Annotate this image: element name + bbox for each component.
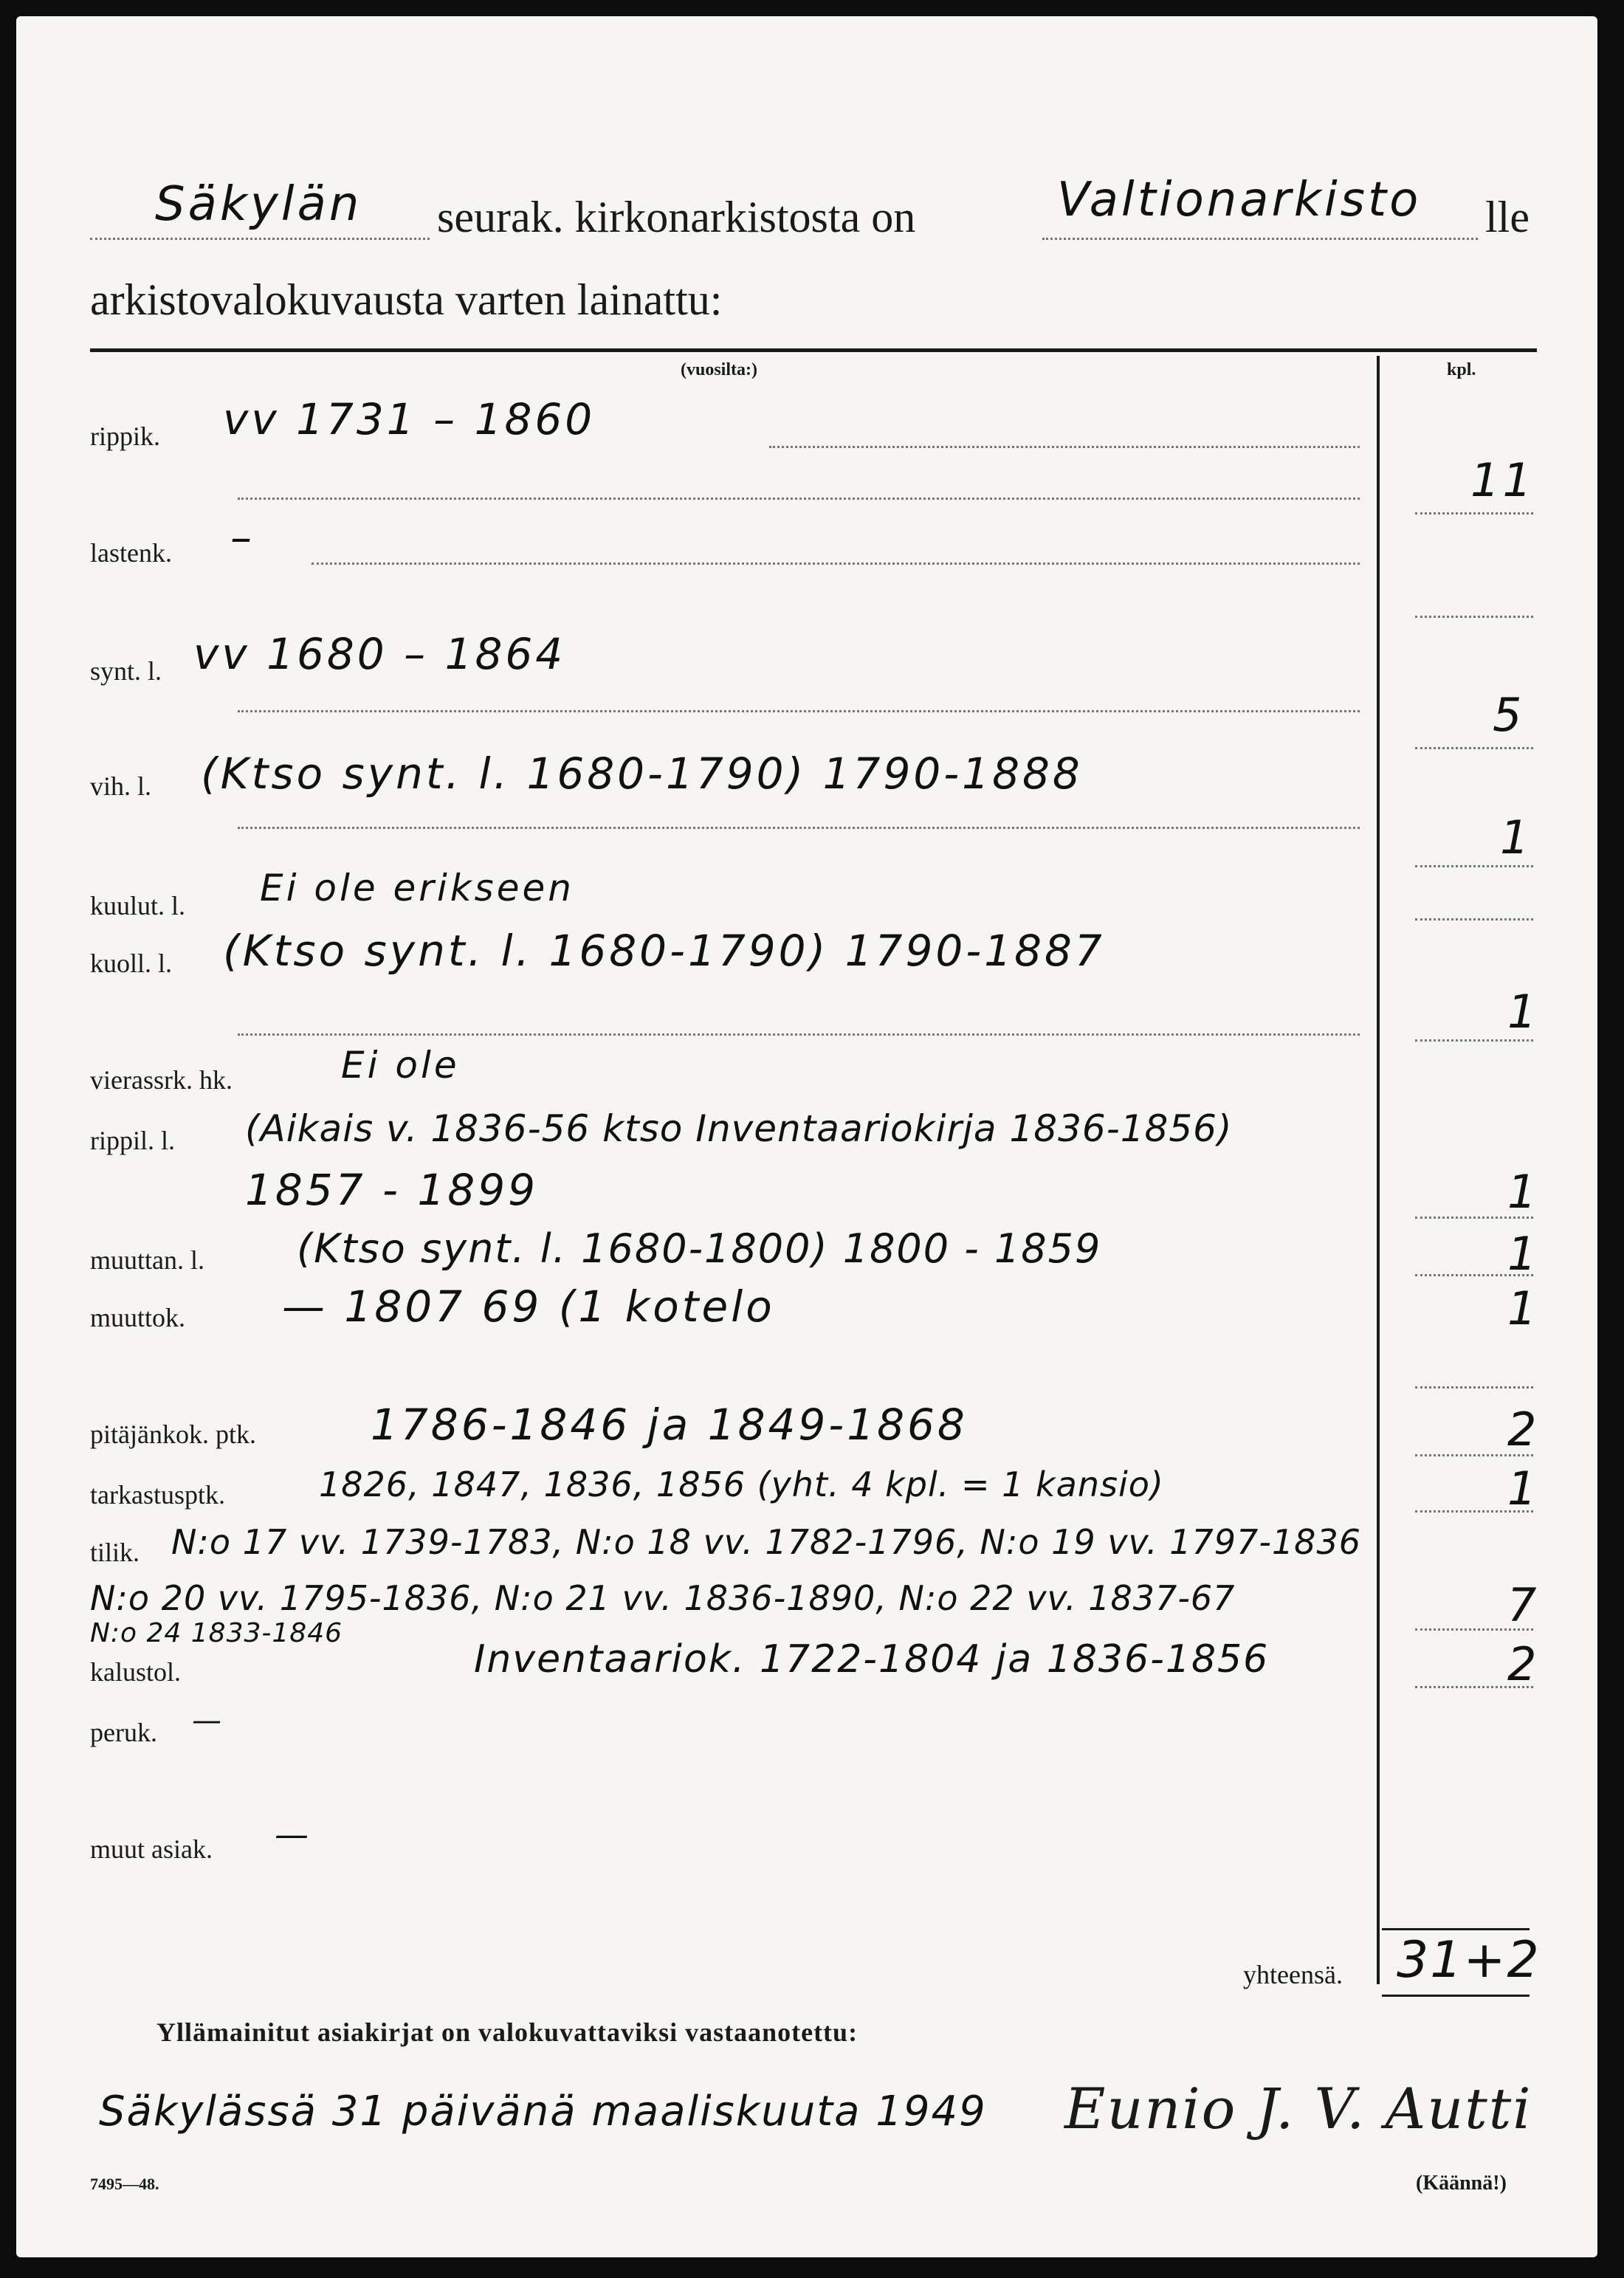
count-dots-rippil [1415, 1217, 1533, 1219]
years-column-header: (vuosilta:) [681, 360, 757, 379]
total-label: yhteensä. [1243, 1960, 1343, 1989]
header-text-1: seurak. kirkonarkistosta on [437, 193, 916, 241]
count-dots-vih [1415, 865, 1533, 867]
row-count-tarkastusptk: 1 [1507, 1462, 1540, 1515]
archive-name-handwritten: Valtionarkisto [1057, 173, 1422, 227]
total-rule-top [1382, 1928, 1530, 1930]
row-count-rippik: 11 [1470, 453, 1535, 507]
row-entry-tilik-line-3: N:o 24 1833-1846 [90, 1618, 343, 1648]
count-dots-tarkastusptk [1415, 1510, 1533, 1513]
row-label-tilik: tilik. [90, 1538, 140, 1567]
row-label-tarkastusptk: tarkastusptk. [90, 1480, 225, 1510]
row-entry-kuoll: (Ktso synt. l. 1680-1790) 1790-1887 [223, 926, 1105, 976]
row-count-tilik: 7 [1507, 1578, 1540, 1632]
row-entry-muut-asiak: — [275, 1814, 312, 1854]
signature: Eunio J. V. Autti [1064, 2076, 1532, 2141]
row-label-muuttok: muuttok. [90, 1303, 186, 1332]
row-label-peruk: peruk. [90, 1718, 157, 1747]
row-count-vih: 1 [1500, 811, 1532, 864]
parish-name-handwritten: Säkylän [155, 177, 362, 232]
count-dots-lastenk [1415, 616, 1533, 618]
row-entry-tarkastusptk: 1826, 1847, 1836, 1856 (yht. 4 kpl. = 1 kansio) [319, 1465, 1164, 1504]
row-dots-rippik-1 [769, 446, 1360, 448]
row-entry-synt: vv 1680 – 1864 [193, 629, 566, 679]
top-rule [90, 348, 1537, 352]
count-dots-muuttan [1415, 1274, 1533, 1276]
form-number: 7495—48. [90, 2175, 159, 2193]
row-label-rippik: rippik. [90, 421, 160, 451]
row-dots-lastenk [312, 562, 1360, 565]
row-entry-peruk: — [192, 1704, 224, 1738]
header-line-2: arkistovalokuvausta varten lainattu: [90, 275, 723, 324]
row-entry-muuttok: — 1807 69 (1 kotelo [282, 1281, 775, 1332]
received-text: Yllämainitut asiakirjat on valokuvattaviksi vastaanotettu: [156, 2017, 859, 2047]
row-entry-tilik-line-2: N:o 20 vv. 1795-1836, N:o 21 vv. 1836-1890, N:o 22 vv. 1837-67 [90, 1578, 1236, 1618]
place-date-handwritten: Säkylässä 31 päivänä maaliskuuta 1949 [99, 2088, 987, 2136]
row-count-kalustol: 2 [1507, 1637, 1540, 1691]
row-count-kuoll: 1 [1507, 985, 1540, 1039]
row-entry-vih: (Ktso synt. l. 1680-1790) 1790-1888 [201, 749, 1083, 799]
row-count-rippil: 1 [1507, 1165, 1540, 1219]
row-label-kalustol: kalustol. [90, 1657, 181, 1687]
row-label-muut-asiak: muut asiak. [90, 1834, 213, 1864]
row-entry-kuulut: Ei ole erikseen [260, 867, 574, 909]
row-entry-rippil: (Aikais v. 1836-56 ktso Inventaariokirja 1836-1856) [245, 1107, 1233, 1150]
row-entry-lastenk: – [230, 512, 255, 562]
row-entry-vierassrk: Ei ole [341, 1044, 460, 1087]
count-dots-kuoll [1415, 1039, 1533, 1042]
row-count-synt: 5 [1493, 688, 1525, 742]
row-label-kuoll: kuoll. l. [90, 949, 173, 978]
row-entry-pitajankok: 1786-1846 ja 1849-1868 [371, 1400, 968, 1450]
count-dots-kalustol [1415, 1686, 1533, 1688]
row-label-vih: vih. l. [90, 771, 152, 801]
row-entry-rippik: vv 1731 – 1860 [223, 394, 596, 444]
row-count-muuttok: 1 [1507, 1281, 1540, 1335]
row-label-lastenk: lastenk. [90, 538, 172, 568]
row-label-vierassrk: vierassrk. hk. [90, 1065, 233, 1095]
total-rule-bottom [1382, 1995, 1530, 1997]
row-entry-kalustol: Inventaariok. 1722-1804 ja 1836-1856 [474, 1637, 1270, 1682]
row-count-pitajankok: 2 [1507, 1403, 1540, 1456]
turn-over-note: (Käännä!) [1416, 2172, 1507, 2195]
row-label-pitajankok: pitäjänkok. ptk. [90, 1420, 256, 1449]
row-label-synt: synt. l. [90, 656, 162, 686]
row-dots-synt [238, 710, 1360, 712]
count-dots-kuulut [1415, 918, 1533, 921]
count-dots-synt [1415, 747, 1533, 749]
row-label-kuulut: kuulut. l. [90, 891, 186, 921]
count-dots-rippik [1415, 512, 1533, 515]
row-entry-rippil-line-2: 1857 - 1899 [245, 1165, 539, 1215]
count-column-header: kpl. [1447, 360, 1476, 379]
row-label-rippil: rippil. l. [90, 1126, 175, 1155]
row-label-muuttan: muuttan. l. [90, 1245, 204, 1275]
row-dots-rippik-2 [238, 498, 1360, 500]
row-entry-tilik: N:o 17 vv. 1739-1783, N:o 18 vv. 1782-1796, N:o 19 vv. 1797-1836 [171, 1522, 1361, 1562]
count-dots-pitajankok [1415, 1454, 1533, 1456]
row-dots-vih [238, 827, 1360, 829]
parish-name-dots [90, 238, 430, 240]
total-value: 31+2 [1397, 1931, 1541, 1989]
count-dots-muuttok [1415, 1386, 1533, 1389]
row-entry-muuttan: (Ktso synt. l. 1680-1800) 1800 - 1859 [297, 1225, 1102, 1272]
column-divider [1377, 356, 1380, 1984]
row-count-muuttan: 1 [1507, 1227, 1540, 1281]
document-sheet [16, 16, 1597, 2257]
archive-name-dots [1042, 238, 1478, 240]
header-text-2: lle [1485, 193, 1530, 241]
count-dots-tilik [1415, 1628, 1533, 1631]
row-dots-kuoll [238, 1033, 1360, 1036]
